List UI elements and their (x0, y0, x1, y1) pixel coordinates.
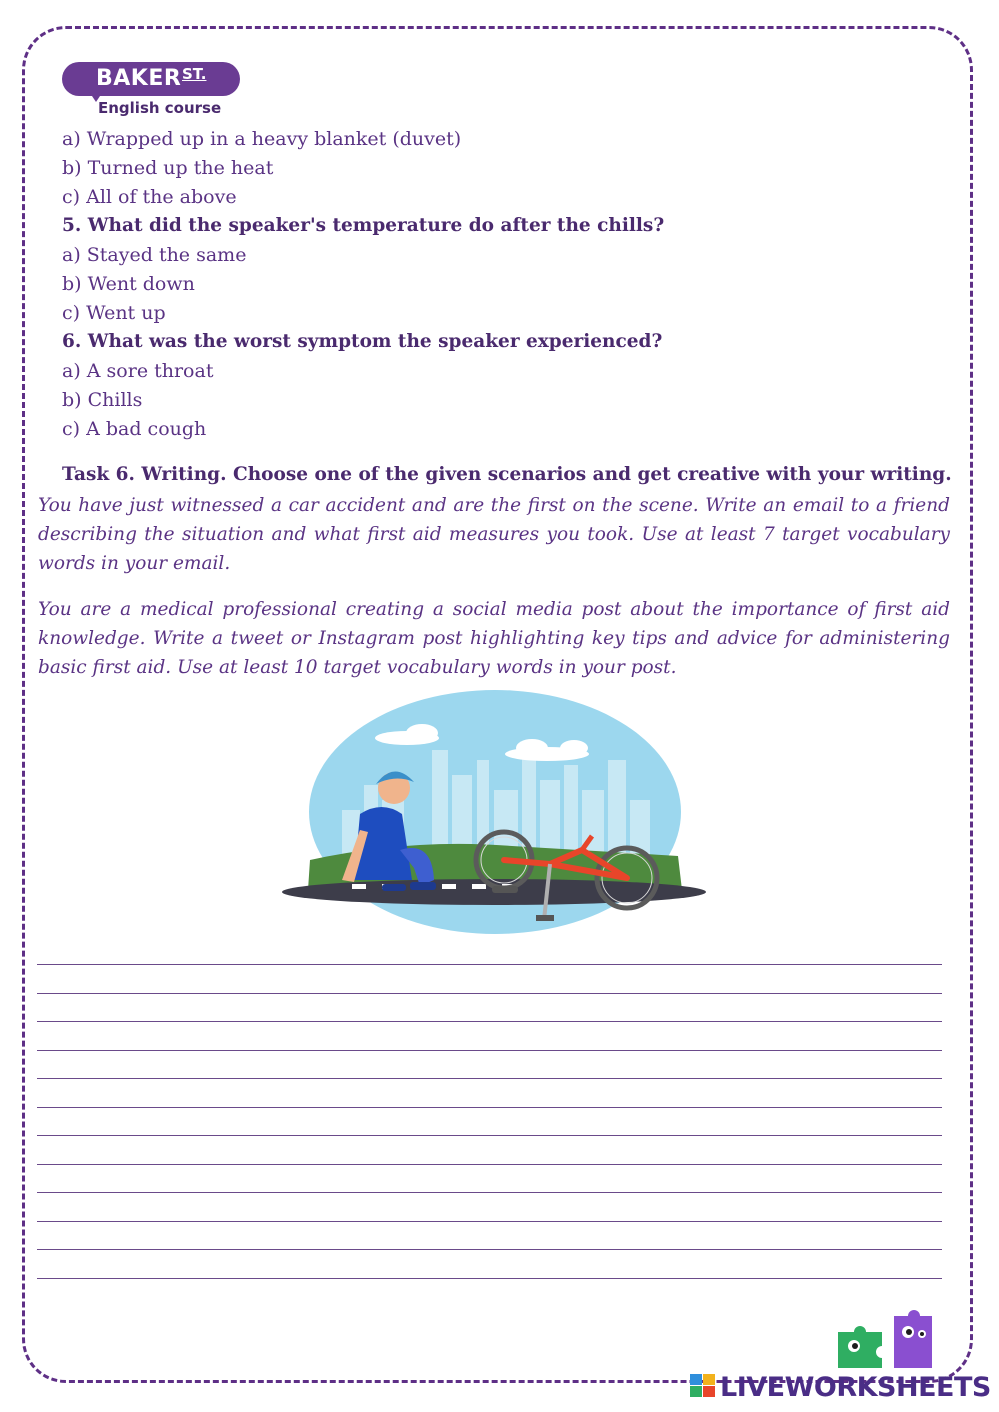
option-6b: b) Chills (62, 389, 143, 411)
writing-line[interactable] (37, 964, 942, 965)
writing-line[interactable] (37, 1078, 942, 1079)
option-4c: c) All of the above (62, 186, 237, 208)
option-6a: a) A sore throat (62, 360, 214, 382)
scenario-2: You are a medical professional creating a social media post about the importance of first aid knowledge. Write a tweet or Instagram post highlighting key tips and advice for administering basic first aid. Use at least 10 target vocabulary words in your post. (38, 599, 950, 678)
liveworksheets-wordmark: LIVEWORKSHEETS (720, 1372, 991, 1403)
logo-name: BAKER (96, 66, 182, 91)
writing-line[interactable] (37, 1221, 942, 1222)
option-5c: c) Went up (62, 302, 166, 324)
option-5b: b) Went down (62, 273, 195, 295)
writing-lines[interactable] (37, 964, 942, 1306)
question-5: 5. What did the speaker's temperature do after the chills? (62, 215, 665, 236)
puzzle-mascots-icon (830, 1308, 942, 1372)
writing-line[interactable] (37, 1107, 942, 1108)
color-blocks-icon (690, 1374, 716, 1398)
option-5a: a) Stayed the same (62, 244, 247, 266)
task-title: Task 6. Writing. Choose one of the given scenarios and get creative with your writing. (62, 464, 952, 485)
writing-line[interactable] (37, 1192, 942, 1193)
option-4a: a) Wrapped up in a heavy blanket (duvet) (62, 128, 462, 150)
writing-line[interactable] (37, 993, 942, 994)
scenario-1: You have just witnessed a car accident and are the first on the scene. Write an email to a friend describing the situation and what first aid measures you took. Use at least 7 target vocabulary words in your email. (38, 495, 950, 574)
logo-subtitle: English course (98, 99, 222, 117)
liveworksheets-logo (690, 1308, 990, 1408)
option-6c: c) A bad cough (62, 418, 207, 440)
bicycle-accident-illustration (282, 690, 708, 940)
logo-st: ST. (182, 65, 207, 83)
writing-line[interactable] (37, 1278, 942, 1279)
writing-line[interactable] (37, 1164, 942, 1165)
baker-st-logo (62, 62, 242, 120)
writing-line[interactable] (37, 1021, 942, 1022)
writing-line[interactable] (37, 1135, 942, 1136)
writing-line[interactable] (37, 1249, 942, 1250)
question-6: 6. What was the worst symptom the speaker experienced? (62, 331, 663, 352)
option-4b: b) Turned up the heat (62, 157, 274, 179)
writing-line[interactable] (37, 1050, 942, 1051)
